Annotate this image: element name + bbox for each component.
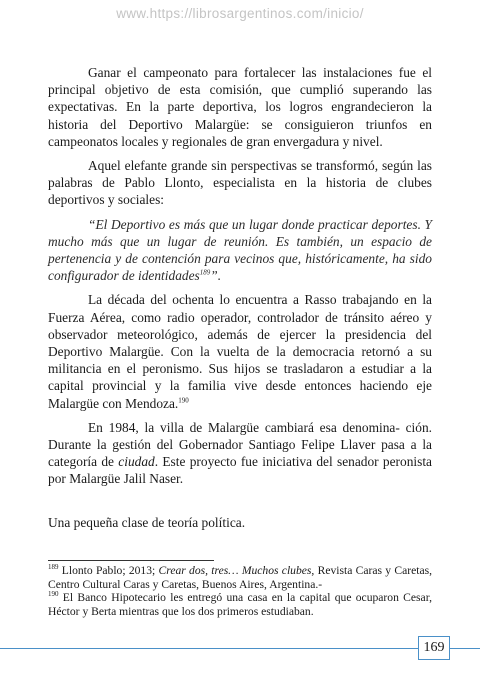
page-footer-rule [0,648,418,649]
quote-paragraph [48,216,432,285]
paragraph-6: Una pequeña clase de teoría política. [48,514,246,530]
page-number: 169 [418,636,450,660]
paragraph-5-text: En 1984, la villa de Malargüe cambiará esa denomina- ción. Durante la gestión del Gobernador Santiago Felipe Llaver pasa a la categoría de [48,419,432,470]
paragraph-1: Ganar el campeonato para fortalecer las instalaciones fue el principal objetivo de esta comisión, que cumplió superando las expectativas. En la parte deportiva, los logros engrandecieron la historia del Deportivo Malargüe: se consiguieron triunfos en campeonatos locales y regionales de gran envergadura y nivel. [48,65,432,149]
footnote-189-text-a: Llonto Pablo; 2013; [58,564,159,577]
footnote-189-title: Crear dos, tres… Muchos clubes [158,564,312,577]
paragraph-5-end: . Este proyecto fue iniciativa del senador peronista por Malargüe Jalil Naser. [48,454,432,487]
paragraph-2: Aquel elefante grande sin perspectivas se transformó, según las palabras de Pablo Llonto, especialista en la historia de clubes deportivos y sociales: [48,158,432,208]
quote-close: ”. [210,268,222,284]
quote-text: “El Deportivo es más que un lugar donde practicar deportes. Y mucho más que un lugar de reunión. Es también, un espacio de pertenencia y de contención para vecinos que, históricamente, ha sido configurador de identidades [48,216,432,284]
paragraph-4 [48,291,432,411]
paragraph-4-text: La década del ochenta lo encuentra a Rasso trabajando en la Fuerza Aérea, como radio operador, controlador de tránsito aéreo y observador meteorológico, además de ejercer la presidencia del Deportivo Malargüe. Con la vuelta de la democracia retornó a su militancia en el peronismo. Sus hijos se trasladaron a estudiar a la capital provincial y la familia vive desde entonces haciendo eje Malargüe con Mendoza. [48,292,432,411]
footnote-190-text: El Banco Hipotecario les entregó una casa en la capital que ocuparon Cesar, Héctor y Berta mientras que los dos primeros estudiaban. [48,591,432,618]
footnote-189-number: 189 [48,563,59,572]
footnote-190-number: 190 [48,590,59,599]
paragraph-5 [48,419,432,488]
footnote-190 [48,591,432,618]
footnotes [48,564,432,618]
footnote-ref-189: 189 [199,268,211,277]
footnote-separator [48,560,214,561]
watermark-url: www.https://librosargentinos.com/inicio/ [116,6,364,21]
paragraph-5-italic: ciudad [118,454,155,470]
footnote-189 [48,564,432,591]
body-text [48,64,432,538]
footnote-189-text-b: , Revista Caras y Caretas, Centro Cultural Caras y Caretas, Buenos Aires, Argentina.- [48,564,432,591]
page-footer-rule-tail [450,648,480,649]
footnote-ref-190: 190 [178,396,189,405]
